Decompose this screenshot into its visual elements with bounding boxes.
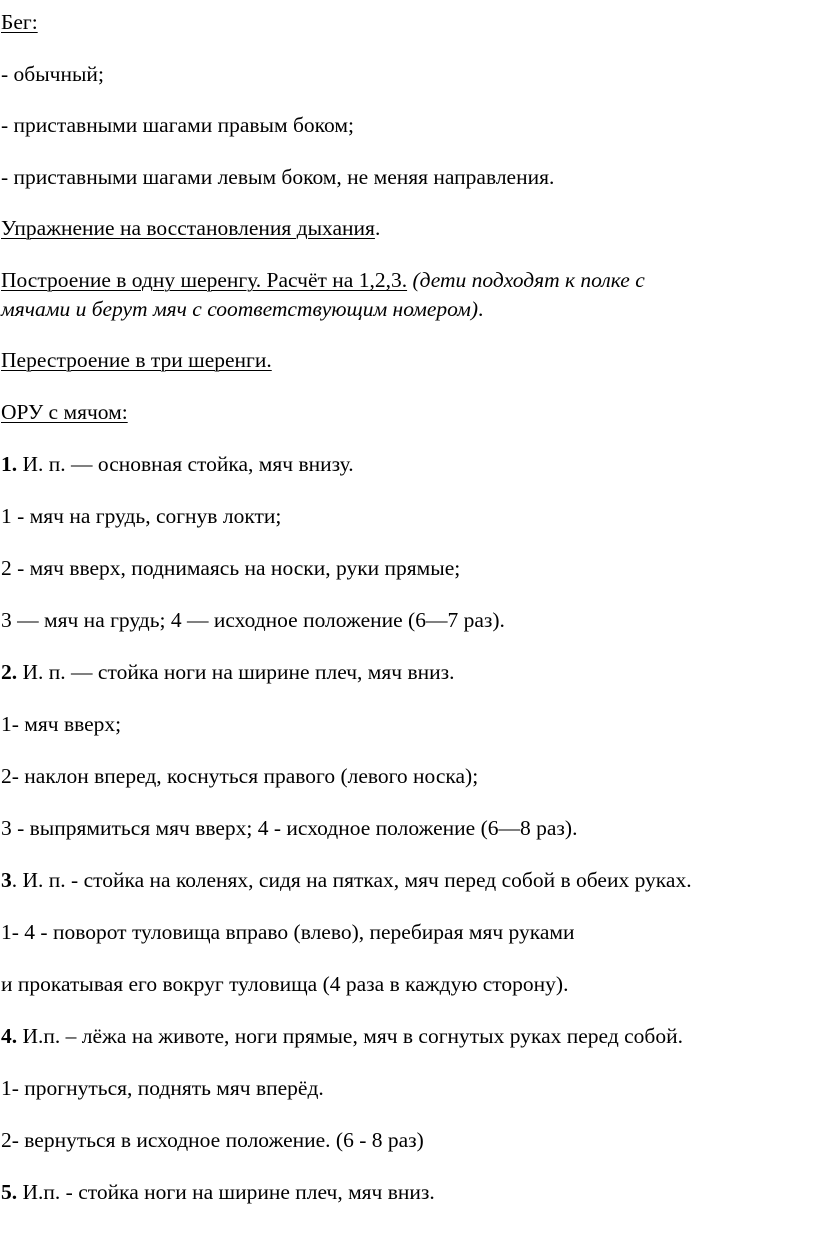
exercise-5-start	[1, 1179, 435, 1205]
exercise-4-step-1: 1- прогнуться, поднять мяч вперёд.	[1, 1076, 324, 1100]
exercise-2-step-1: 1- мяч вверх;	[1, 712, 122, 736]
line-up-text: Построение в одну шеренгу. Расчёт на 1,2,3.	[1, 268, 408, 292]
exercise-2-step-3: 3 - выпрямиться мяч вверх; 4 - исходное положение (6—8 раз).	[1, 816, 578, 840]
exercise-1-text: И. п. — основная стойка, мяч внизу.	[17, 452, 354, 476]
exercise-2-step-2: 2- наклон вперед, коснуться правого (левого носка);	[1, 764, 479, 788]
run-heading	[1, 9, 38, 35]
oru-heading-text: ОРУ с мячом:	[1, 400, 128, 424]
exercise-4-number: 4.	[1, 1024, 18, 1048]
line-up-note-period: .	[477, 297, 484, 321]
exercise-3-step-1: 1- 4 - поворот туловища вправо (влево), перебирая мяч руками	[1, 920, 575, 944]
exercise-4-text: И.п. – лёжа на животе, ноги прямые, мяч в согнутых руках перед собой.	[17, 1024, 683, 1048]
exercise-2-start	[1, 659, 455, 685]
breathing-exercise	[1, 215, 380, 241]
line-up-note-first: (дети подходят к полке с	[407, 268, 645, 292]
exercise-5-number: 5.	[1, 1180, 18, 1204]
exercise-1-step-1: 1 - мяч на грудь, согнув локти;	[1, 504, 282, 528]
breathing-exercise-text: Упражнение на восстановления дыхания	[1, 216, 375, 240]
exercise-1-step-3: 3 — мяч на грудь; 4 — исходное положение (6—7 раз).	[1, 608, 505, 632]
breathing-exercise-period: .	[374, 216, 381, 240]
exercise-5-text: И.п. - стойка ноги на ширине плеч, мяч вниз.	[17, 1180, 435, 1204]
exercise-2-number: 2.	[1, 660, 18, 684]
oru-heading	[1, 399, 128, 425]
run-heading-text: Бег:	[1, 10, 38, 34]
exercise-3-start	[1, 867, 692, 893]
run-item-left-side: - приставными шагами левым боком, не меняя направления.	[1, 165, 555, 189]
regroup-instruction	[1, 347, 272, 373]
exercise-3-text: . И. п. - стойка на коленях, сидя на пятках, мяч перед собой в обеих руках.	[11, 868, 692, 892]
exercise-3-number: 3	[1, 868, 12, 892]
exercise-3-step-2: и прокатывая его вокруг туловища (4 раза в каждую сторону).	[1, 972, 569, 996]
regroup-text: Перестроение в три шеренги.	[1, 348, 272, 372]
exercise-4-start	[1, 1023, 683, 1049]
line-up-note-continuation	[1, 296, 483, 322]
exercise-1-number: 1.	[1, 452, 18, 476]
line-up-note-second: мячами и берут мяч с соответствующим номером)	[1, 297, 478, 321]
exercise-1-start	[1, 451, 354, 477]
exercise-4-step-2: 2- вернуться в исходное положение. (6 - 8 раз)	[1, 1128, 424, 1152]
exercise-2-text: И. п. — стойка ноги на ширине плеч, мяч вниз.	[17, 660, 455, 684]
run-item-regular: - обычный;	[1, 62, 104, 86]
run-item-right-side: - приставными шагами правым боком;	[1, 113, 354, 137]
exercise-1-step-2: 2 - мяч вверх, поднимаясь на носки, руки прямые;	[1, 556, 461, 580]
line-up-instruction	[1, 267, 645, 293]
